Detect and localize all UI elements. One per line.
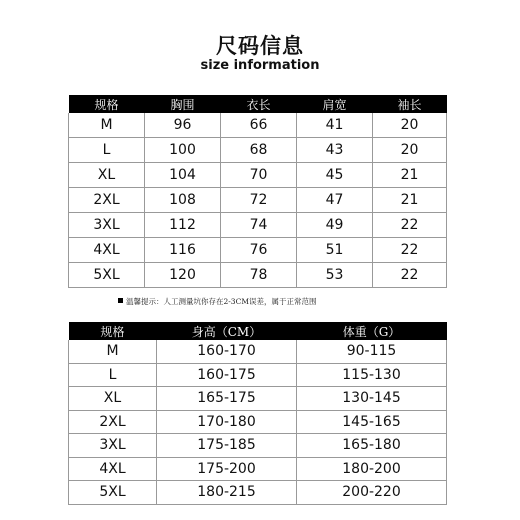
table-cell: 20 xyxy=(373,138,447,163)
table-cell: 180-200 xyxy=(297,457,447,481)
table-cell: 68 xyxy=(221,138,297,163)
header-cell: 袖长 xyxy=(373,95,447,113)
table-cell: 160-170 xyxy=(157,340,297,363)
table-row xyxy=(69,387,447,411)
table-cell: 175-185 xyxy=(157,434,297,458)
table-cell: XL xyxy=(69,387,157,411)
table-cell: M xyxy=(69,340,157,363)
table-cell: XL xyxy=(69,163,145,188)
header-cell: 身高（CM） xyxy=(157,322,297,340)
table-cell: 160-175 xyxy=(157,363,297,387)
table-row xyxy=(69,263,447,288)
table-cell: 108 xyxy=(145,188,221,213)
table-cell: 47 xyxy=(297,188,373,213)
table-cell: 66 xyxy=(221,113,297,138)
table-cell: 170-180 xyxy=(157,410,297,434)
table-cell: 180-215 xyxy=(157,481,297,505)
table-cell: L xyxy=(69,138,145,163)
table-cell: 120 xyxy=(145,263,221,288)
table-cell: L xyxy=(69,363,157,387)
header-cell: 规格 xyxy=(69,322,157,340)
table-cell: 130-145 xyxy=(297,387,447,411)
table-row xyxy=(69,213,447,238)
page-subtitle: size information xyxy=(200,58,320,73)
table-header-row xyxy=(69,322,447,340)
table-cell: 22 xyxy=(373,238,447,263)
table-cell: 5XL xyxy=(69,481,157,505)
table-cell: 96 xyxy=(145,113,221,138)
table-cell: 70 xyxy=(221,163,297,188)
table-cell: 45 xyxy=(297,163,373,188)
table-cell: M xyxy=(69,113,145,138)
table-cell: 4XL xyxy=(69,457,157,481)
header-cell: 体重（G） xyxy=(297,322,447,340)
table-cell: 76 xyxy=(221,238,297,263)
table-row xyxy=(69,481,447,505)
table-row xyxy=(69,188,447,213)
table-cell: 90-115 xyxy=(297,340,447,363)
header-cell: 衣长 xyxy=(221,95,297,113)
table-row xyxy=(69,238,447,263)
measurement-note xyxy=(118,296,317,307)
table-cell: 21 xyxy=(373,163,447,188)
table-cell: 100 xyxy=(145,138,221,163)
table-cell: 3XL xyxy=(69,213,145,238)
table-row xyxy=(69,410,447,434)
table-row xyxy=(69,340,447,363)
table-cell: 5XL xyxy=(69,263,145,288)
table-cell: 43 xyxy=(297,138,373,163)
header-cell: 规格 xyxy=(69,95,145,113)
table-cell: 72 xyxy=(221,188,297,213)
header-cell: 胸围 xyxy=(145,95,221,113)
table-cell: 200-220 xyxy=(297,481,447,505)
table-row xyxy=(69,434,447,458)
header-cell: 肩宽 xyxy=(297,95,373,113)
table-cell: 112 xyxy=(145,213,221,238)
table-row xyxy=(69,457,447,481)
table-row xyxy=(69,138,447,163)
table-row xyxy=(69,113,447,138)
table-cell: 49 xyxy=(297,213,373,238)
page-title: 尺码信息 xyxy=(216,34,304,58)
table-cell: 51 xyxy=(297,238,373,263)
table-cell: 104 xyxy=(145,163,221,188)
table-cell: 2XL xyxy=(69,410,157,434)
table-cell: 4XL xyxy=(69,238,145,263)
table-cell: 165-180 xyxy=(297,434,447,458)
table-cell: 53 xyxy=(297,263,373,288)
table-row xyxy=(69,163,447,188)
table-cell: 22 xyxy=(373,263,447,288)
table-cell: 78 xyxy=(221,263,297,288)
table-cell: 3XL xyxy=(69,434,157,458)
size-measurement-table xyxy=(68,95,447,288)
table-cell: 41 xyxy=(297,113,373,138)
table-cell: 22 xyxy=(373,213,447,238)
table-cell: 175-200 xyxy=(157,457,297,481)
note-text: 温馨提示：人工测量坑你存在2-3CM误差，属于正常范围 xyxy=(126,297,317,306)
table-cell: 145-165 xyxy=(297,410,447,434)
table-row xyxy=(69,363,447,387)
table-cell: 74 xyxy=(221,213,297,238)
square-bullet-icon xyxy=(118,298,123,303)
table-cell: 21 xyxy=(373,188,447,213)
table-cell: 115-130 xyxy=(297,363,447,387)
table-cell: 20 xyxy=(373,113,447,138)
table-cell: 116 xyxy=(145,238,221,263)
height-weight-table xyxy=(68,322,447,505)
table-cell: 2XL xyxy=(69,188,145,213)
table-header-row xyxy=(69,95,447,113)
table-cell: 165-175 xyxy=(157,387,297,411)
